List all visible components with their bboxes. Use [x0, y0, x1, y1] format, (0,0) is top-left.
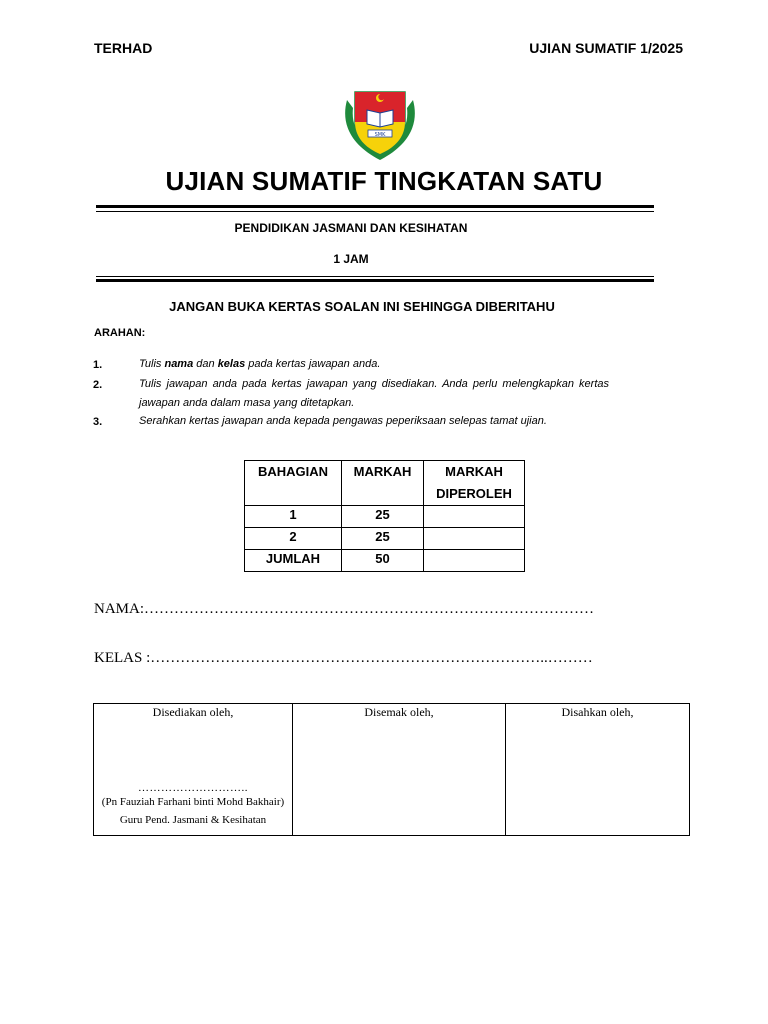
section-cell: 1: [245, 506, 342, 528]
preparer-name: (Pn Fauziah Farhani binti Mohd Bakhair): [101, 796, 285, 808]
column-header-obtained: MARKAH DIPEROLEH: [424, 461, 525, 506]
instruction-number: 3.: [93, 416, 103, 428]
marks-table: [244, 460, 525, 572]
section-cell: 2: [245, 528, 342, 550]
instruction-number: 2.: [93, 379, 103, 391]
checked-by-cell: [293, 704, 506, 836]
page-title: UJIAN SUMATIF TINGKATAN SATU: [165, 166, 603, 196]
subject-name: PENDIDIKAN JASMANI DAN KESIHATAN: [234, 221, 468, 235]
checked-by-label: Disemak oleh,: [364, 705, 434, 719]
crest-ribbon-text: SMK: [374, 132, 386, 138]
preparer-title: Guru Pend. Jasmani & Kesihatan: [119, 814, 267, 826]
marks-cell: 50: [342, 550, 424, 572]
title-rule-thin: [96, 211, 654, 212]
school-crest-icon: [339, 82, 421, 162]
title-rule-thick: [96, 205, 654, 208]
table-row: [245, 528, 525, 550]
approved-by-cell: [506, 704, 690, 836]
signature-table: [93, 703, 690, 836]
obtained-cell: [424, 506, 525, 528]
obtained-cell: [424, 528, 525, 550]
obtained-cell: [424, 550, 525, 572]
prepared-by-cell: [94, 704, 293, 836]
duration-rule-thick: [96, 279, 654, 282]
marks-cell: 25: [342, 528, 424, 550]
marks-table-header: [245, 461, 525, 506]
instruction-item: Tulis jawapan anda pada kertas jawapan yang disediakan. Anda perlu melengkapkan kertas jawapan anda dalam masa yang ditetapkan.: [139, 378, 609, 409]
instruction-item: Serahkan kertas jawapan anda kepada pengawas peperiksaan selepas tamat ujian.: [139, 415, 547, 427]
class-field[interactable]: KELAS :……………………………………………………………………..………: [94, 650, 593, 666]
instruction-item: Tulis nama dan kelas pada kertas jawapan anda.: [139, 358, 381, 370]
instruction-number: 1.: [93, 359, 103, 371]
header-exam-code: UJIAN SUMATIF 1/2025: [529, 40, 683, 56]
table-row: [245, 550, 525, 572]
duration-rule-thin: [96, 276, 654, 277]
header-restricted-label: TERHAD: [94, 40, 153, 56]
column-header-marks: MARKAH: [342, 461, 424, 506]
approved-by-label: Disahkan oleh,: [561, 705, 634, 719]
do-not-open-warning: JANGAN BUKA KERTAS SOALAN INI SEHINGGA DIBERITAHU: [169, 299, 555, 314]
section-cell: JUMLAH: [245, 550, 342, 572]
signature-dots: ………………………..: [138, 782, 248, 794]
prepared-by-label: Disediakan oleh,: [152, 705, 234, 719]
name-field[interactable]: NAMA:………………………………………………………………………………: [94, 601, 595, 617]
marks-cell: 25: [342, 506, 424, 528]
instructions-title: ARAHAN:: [94, 327, 146, 339]
column-header-section: BAHAGIAN: [245, 461, 342, 506]
exam-duration: 1 JAM: [333, 252, 369, 266]
table-row: [245, 506, 525, 528]
